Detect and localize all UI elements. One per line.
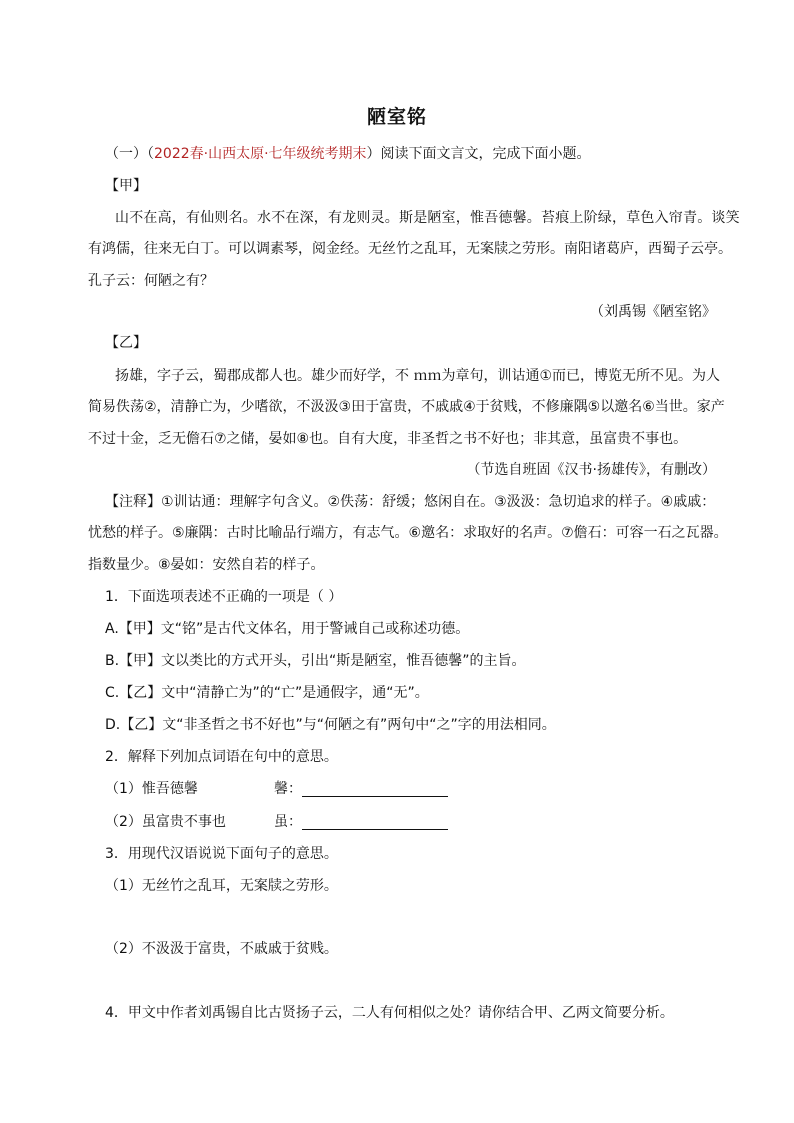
q3-stem: 3．用现代汉语说说下面句子的意思。	[105, 846, 338, 862]
q2-item-answer[interactable]	[274, 812, 448, 832]
q1-option: A.【甲】文“铭”是古代文体名，用于警诫自己或称述功德。	[105, 621, 470, 637]
passage-a-line: 山不在高，有仙则名。水不在深，有龙则灵。斯是陋室，惟吾德馨。苔痕上阶绿，草色入帘青。谈笑	[115, 210, 740, 226]
passage-b-label: 【乙】	[105, 335, 147, 351]
passage-a-label: 【甲】	[105, 178, 147, 194]
q3-item: （2）不汲汲于富贵，不戚戚于贫贱。	[105, 941, 338, 957]
notes-line: 忧愁的样子。⑤廉隅：古时比喻品行端方，有志气。⑥邀名：求取好的名声。⑦儋石：可容一石之瓦器。	[88, 525, 728, 541]
q2-item-answer[interactable]	[274, 779, 448, 799]
q2-item-phrase: （2）虽富贵不事也	[105, 814, 226, 830]
passage-b-line: 扬雄，字子云，蜀郡成都人也。雄少而好学，不 ｍｍ为章句，训诂通①而已，博览无所不见。为人	[115, 368, 720, 384]
answer-blank[interactable]	[302, 782, 448, 797]
intro-prefix: （一）（	[105, 146, 154, 162]
q2-item-word: 虽：	[274, 814, 302, 830]
passage-b-line: 简易佚荡②，清静亡为，少嗜欲，不汲汲③田于富贵，不戚戚④于贫贱，不修廉隅⑤以邀名⑥当世。家产	[88, 399, 725, 415]
q2-stem: 2．解释下列加点词语在句中的意思。	[105, 749, 338, 765]
intro-suffix: ）阅读下面文言文，完成下面小题。	[366, 146, 591, 162]
intro-line	[105, 144, 591, 164]
intro-source: 2022春·山西太原·七年级统考期末	[154, 146, 367, 162]
passage-b-source: （节选自班固《汉书·扬雄传》，有删改）	[466, 462, 716, 478]
page-title: 陋室铭	[366, 106, 427, 128]
q3-item: （1）无丝竹之乱耳，无案牍之劳形。	[105, 878, 338, 894]
q1-option: C.【乙】文中“清静亡为”的“亡”是通假字，通“无”。	[105, 685, 429, 701]
q1-stem: 1．下面选项表述不正确的一项是（ ）	[105, 589, 343, 605]
passage-a-line: 孔子云：何陋之有？	[88, 273, 214, 289]
q1-option: D.【乙】文“非圣哲之书不好也”与“何陋之有”两句中“之”字的用法相同。	[105, 717, 556, 733]
q4-stem: 4．甲文中作者刘禹锡自比古贤扬子云，二人有何相似之处？请你结合甲、乙两文简要分析。	[105, 1005, 674, 1021]
passage-a-line: 有鸿儒，往来无白丁。可以调素琴，阅金经。无丝竹之乱耳，无案牍之劳形。南阳诸葛庐，西蜀子云亭。	[88, 241, 732, 257]
notes-line: 【注释】①训诂通：理解字句含义。②佚荡：舒缓；悠闲自在。③汲汲：急切追求的样子。④戚戚：	[105, 494, 716, 510]
passage-a-source: （刘禹锡《陋室铭》	[590, 304, 716, 320]
notes-line: 指数量少。⑧晏如：安然自若的样子。	[88, 557, 325, 573]
q2-item-word: 馨：	[274, 781, 302, 797]
q1-option: B.【甲】文以类比的方式开头，引出“斯是陋室，惟吾德馨”的主旨。	[105, 653, 526, 669]
passage-b-line: 不过十金，乏无儋石⑦之储，晏如⑧也。自有大度，非圣哲之书不好也；非其意，虽富贵不事也。	[88, 431, 688, 447]
q2-item-phrase: （1）惟吾德馨	[105, 781, 198, 797]
answer-blank[interactable]	[302, 815, 448, 830]
